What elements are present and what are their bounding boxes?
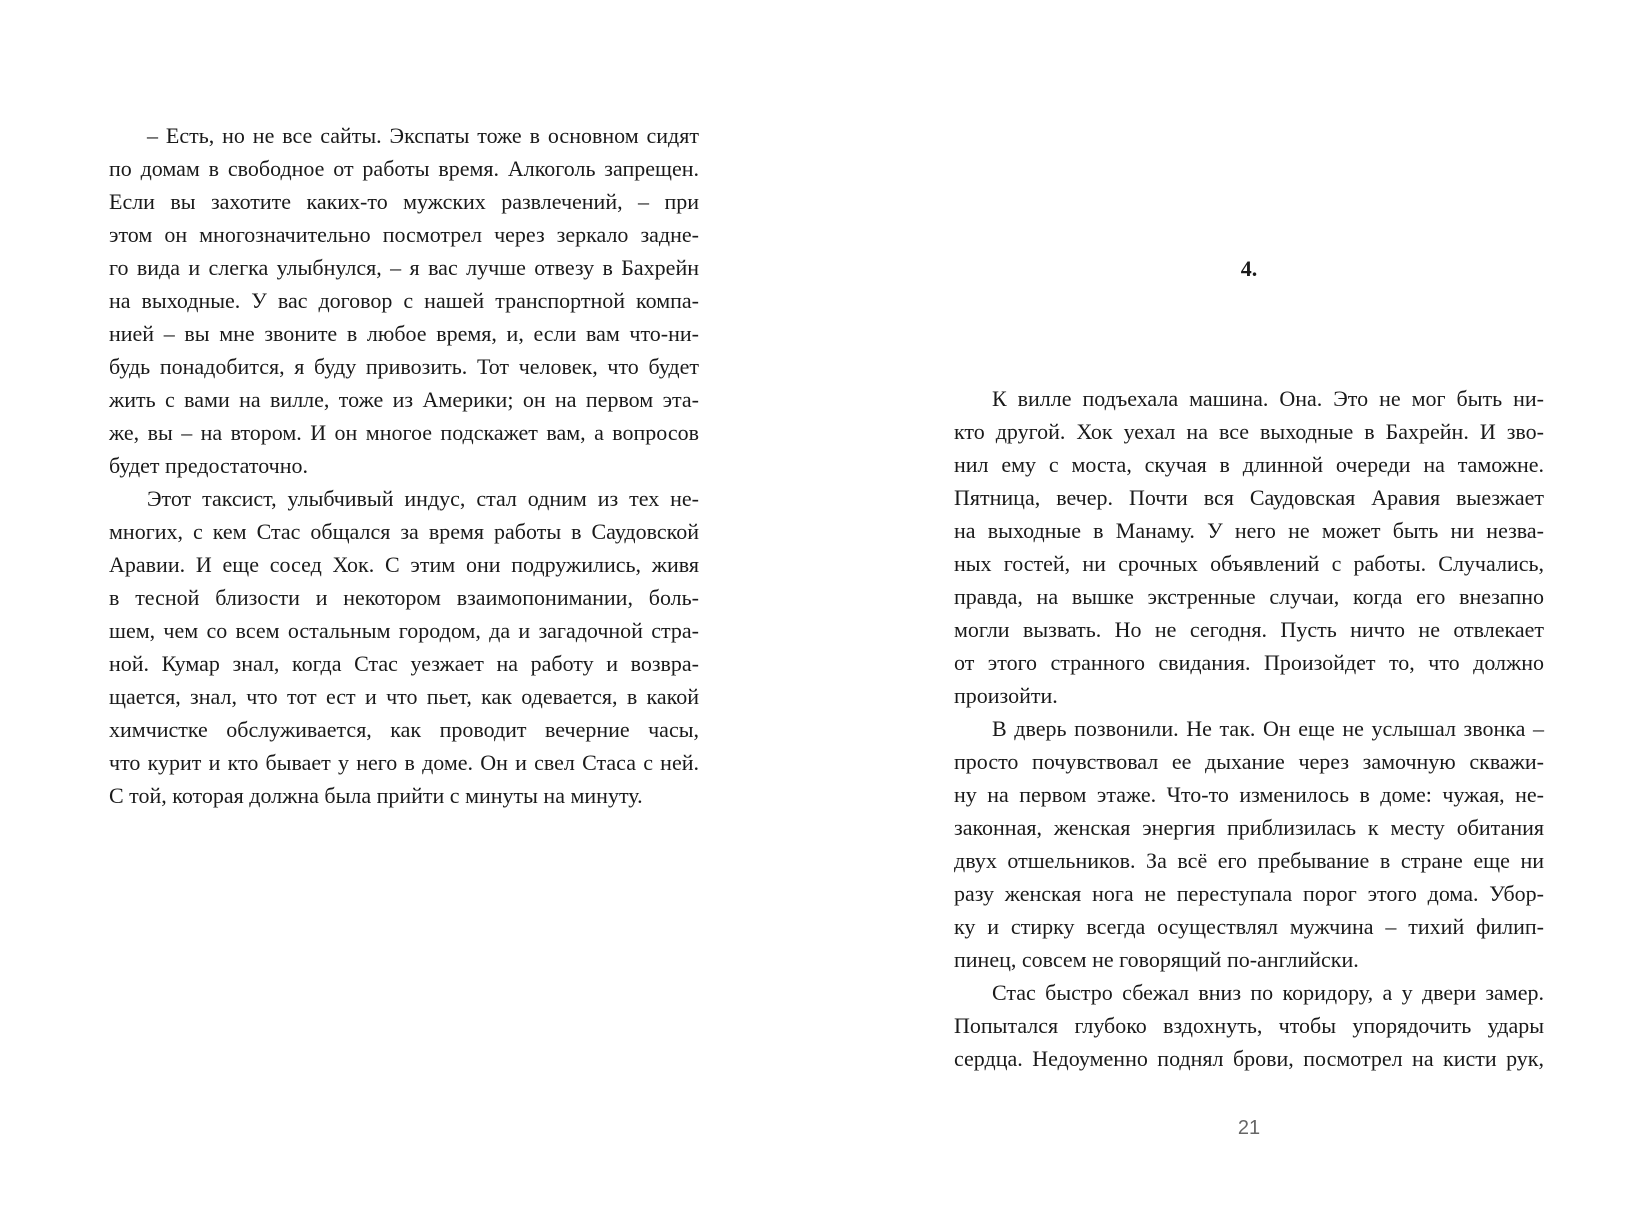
text-line: этом он многозначительно посмотрел через зеркало задне- bbox=[109, 222, 699, 247]
text-line: на выходные в Манаму. У него не может быть ни незва- bbox=[954, 518, 1544, 543]
right-page-text bbox=[954, 382, 1544, 1075]
text-line: го вида и слегка улыбнулся, – я вас лучше отвезу в Бахрейн bbox=[109, 255, 699, 280]
text-line: Попытался глубоко вздохнуть, чтобы упорядочить удары bbox=[954, 1013, 1544, 1038]
text-line: будь понадобится, я буду привозить. Тот человек, что будет bbox=[109, 354, 699, 379]
text-line: Если вы захотите каких-то мужских развлечений, – при bbox=[109, 189, 699, 214]
text-line: законная, женская энергия приблизилась к месту обитания bbox=[954, 815, 1544, 840]
text-line: ных гостей, ни срочных объявлений с работы. Случались, bbox=[954, 551, 1544, 576]
text-line: ной. Кумар знал, когда Стас уезжает на работу и возвра- bbox=[109, 651, 699, 676]
text-line: К вилле подъехала машина. Она. Это не мог быть ни- bbox=[992, 386, 1544, 411]
right-page bbox=[822, 0, 1644, 1208]
text-line: по домам в свободное от работы время. Алкоголь запрещен. bbox=[109, 156, 699, 181]
text-line: просто почувствовал ее дыхание через замочную скважи- bbox=[954, 749, 1544, 774]
text-line: В дверь позвонили. Не так. Он еще не услышал звонка – bbox=[992, 716, 1544, 741]
text-line: от этого странного свидания. Произойдет то, что должно bbox=[954, 650, 1544, 675]
text-line: С той, которая должна была прийти с минуты на минуту. bbox=[109, 783, 643, 808]
text-line: в тесной близости и некотором взаимопонимании, боль- bbox=[109, 585, 699, 610]
text-line: произойти. bbox=[954, 683, 1058, 708]
text-line: что курит и кто бывает у него в доме. Он и свел Стаса с ней. bbox=[109, 750, 699, 775]
text-line: Пятница, вечер. Почти вся Саудовская Аравия выезжает bbox=[954, 485, 1544, 510]
text-line: ку и стирку всегда осуществлял мужчина – тихий филип- bbox=[954, 914, 1544, 939]
text-line: нил ему с моста, скучая в длинной очереди на таможне. bbox=[954, 452, 1544, 477]
text-line: Аравии. И еще сосед Хок. С этим они подружились, живя bbox=[109, 552, 699, 577]
text-line: правда, на вышке экстренные случаи, когда его внезапно bbox=[954, 584, 1544, 609]
text-line: шем, чем со всем остальным городом, да и загадочной стра- bbox=[109, 618, 699, 643]
text-line: химчистке обслуживается, как проводит вечерние часы, bbox=[109, 717, 699, 742]
text-line: нией – вы мне звоните в любое время, и, если вам что-ни- bbox=[109, 321, 699, 346]
left-page-text bbox=[109, 119, 699, 812]
text-line: будет предостаточно. bbox=[109, 453, 308, 478]
text-line: разу женская нога не переступала порог этого дома. Убор- bbox=[954, 881, 1544, 906]
text-line: щается, знал, что тот ест и что пьет, как одевается, в какой bbox=[109, 684, 699, 709]
text-line: – Есть, но не все сайты. Экспаты тоже в основном сидят bbox=[147, 123, 699, 148]
text-line: на выходные. У вас договор с нашей транспортной компа- bbox=[109, 288, 699, 313]
text-line: Стас быстро сбежал вниз по коридору, а у двери замер. bbox=[992, 980, 1544, 1005]
text-line: жить с вами на вилле, тоже из Америки; он на первом эта- bbox=[109, 387, 699, 412]
text-line: кто другой. Хок уехал на все выходные в Бахрейн. И зво- bbox=[954, 419, 1544, 444]
text-line: ну на первом этаже. Что-то изменилось в доме: чужая, не- bbox=[954, 782, 1544, 807]
text-line: сердца. Недоуменно поднял брови, посмотрел на кисти рук, bbox=[954, 1046, 1544, 1071]
text-line: пинец, совсем не говорящий по-английски. bbox=[954, 947, 1359, 972]
chapter-number: 4. bbox=[1240, 256, 1258, 281]
text-line: Этот таксист, улыбчивый индус, стал одним из тех не- bbox=[147, 486, 699, 511]
text-line: могли вызвать. Но не сегодня. Пусть ничто не отвлекает bbox=[954, 617, 1544, 642]
text-line: же, вы – на втором. И он многое подскажет вам, а вопросов bbox=[109, 420, 699, 445]
page-number: 21 bbox=[1237, 1117, 1261, 1139]
text-line: многих, с кем Стас общался за время работы в Саудовской bbox=[109, 519, 699, 544]
text-line: двух отшельников. За всё его пребывание в стране еще ни bbox=[954, 848, 1544, 873]
